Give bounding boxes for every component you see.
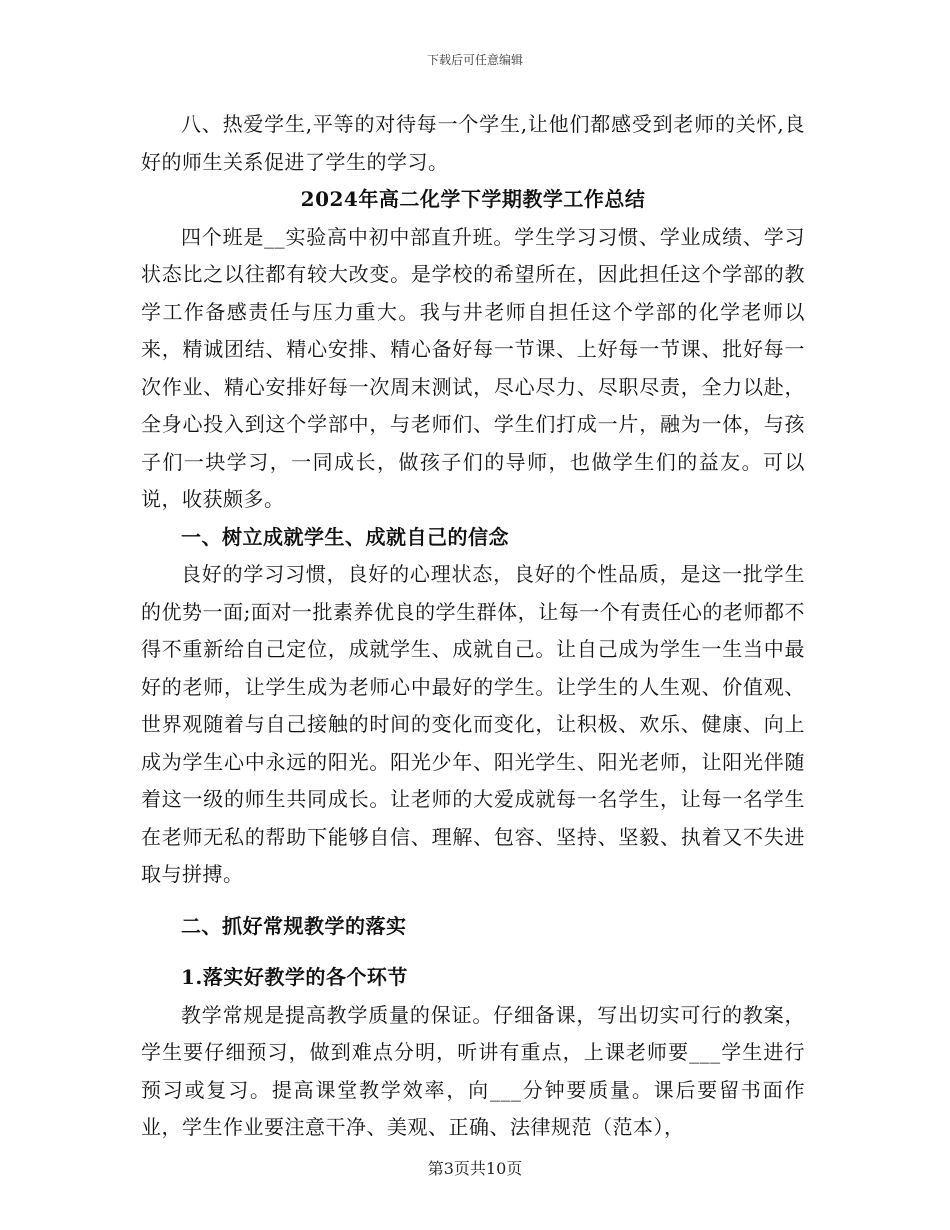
page-number: 第3页共10页 bbox=[427, 1159, 523, 1178]
section-heading-2: 二、抓好常规教学的落实 bbox=[181, 913, 407, 938]
document-body bbox=[141, 106, 805, 1147]
page-header: 下载后可任意编辑 bbox=[426, 53, 523, 67]
document-title: 2024年高二化学下学期教学工作总结 bbox=[300, 187, 646, 211]
paragraph-intro: 八、热爱学生,平等的对待每一个学生,让他们都感受到老师的关怀,良好的师生关系促进了学生的学习。 bbox=[141, 112, 805, 174]
paragraph-2: 良好的学习习惯，良好的心理状态，良好的个性品质，是这一批学生的优势一面;面对一批素养优良的学生群体，让每一个有责任心的老师都不得不重新给自己定位，成就学生、成就自己。让自己成为学生一生当中最好的老师，让学生成为老师心中最好的学生。让学生的人生观、价值观、世界观随着与自己接触的时间的变化而变化，让积极、欢乐、健康、向上成为学生心中永远的阳光。阳光少年、阳光学生、阳光老师，让阳光伴随着这一级的师生共同成长。让老师的大爱成就每一名学生，让每一名学生在老师无私的帮助下能够自信、理解、包容、坚持、坚毅、执着又不失进取与拼搏。 bbox=[141, 562, 805, 886]
paragraph-1: 四个班是__实验高中初中部直升班。学生学习习惯、学业成绩、学习状态比之以往都有较大改变。是学校的希望所在，因此担任这个学部的教学工作备感责任与压力重大。我与井老师自担任这个学部的化学老师以来，精诚团结、精心安排、精心备好每一节课、上好每一节课、批好每一次作业、精心安排好每一次周末测试，尽心尽力、尽职尽责，全力以赴，全身心投入到这个学部中，与老师们、学生们打成一片，融为一体，与孩子们一块学习，一同成长，做孩子们的导师，也做学生们的益友。可以说，收获颇多。 bbox=[141, 224, 805, 511]
paragraph-3: 教学常规是提高教学质量的保证。仔细备课，写出切实可行的教案，学生要仔细预习，做到难点分明，听讲有重点，上课老师要___学生进行预习或复习。提高课堂教学效率，向___分钟要质量。课后要留书面作业，学生作业要注意干净、美观、正确、法律规范（范本）， bbox=[141, 1002, 805, 1139]
subsection-heading-2-1: 1.落实好教学的各个环节 bbox=[181, 965, 408, 989]
section-heading-1: 一、树立成就学生、成就自己的信念 bbox=[181, 524, 509, 549]
